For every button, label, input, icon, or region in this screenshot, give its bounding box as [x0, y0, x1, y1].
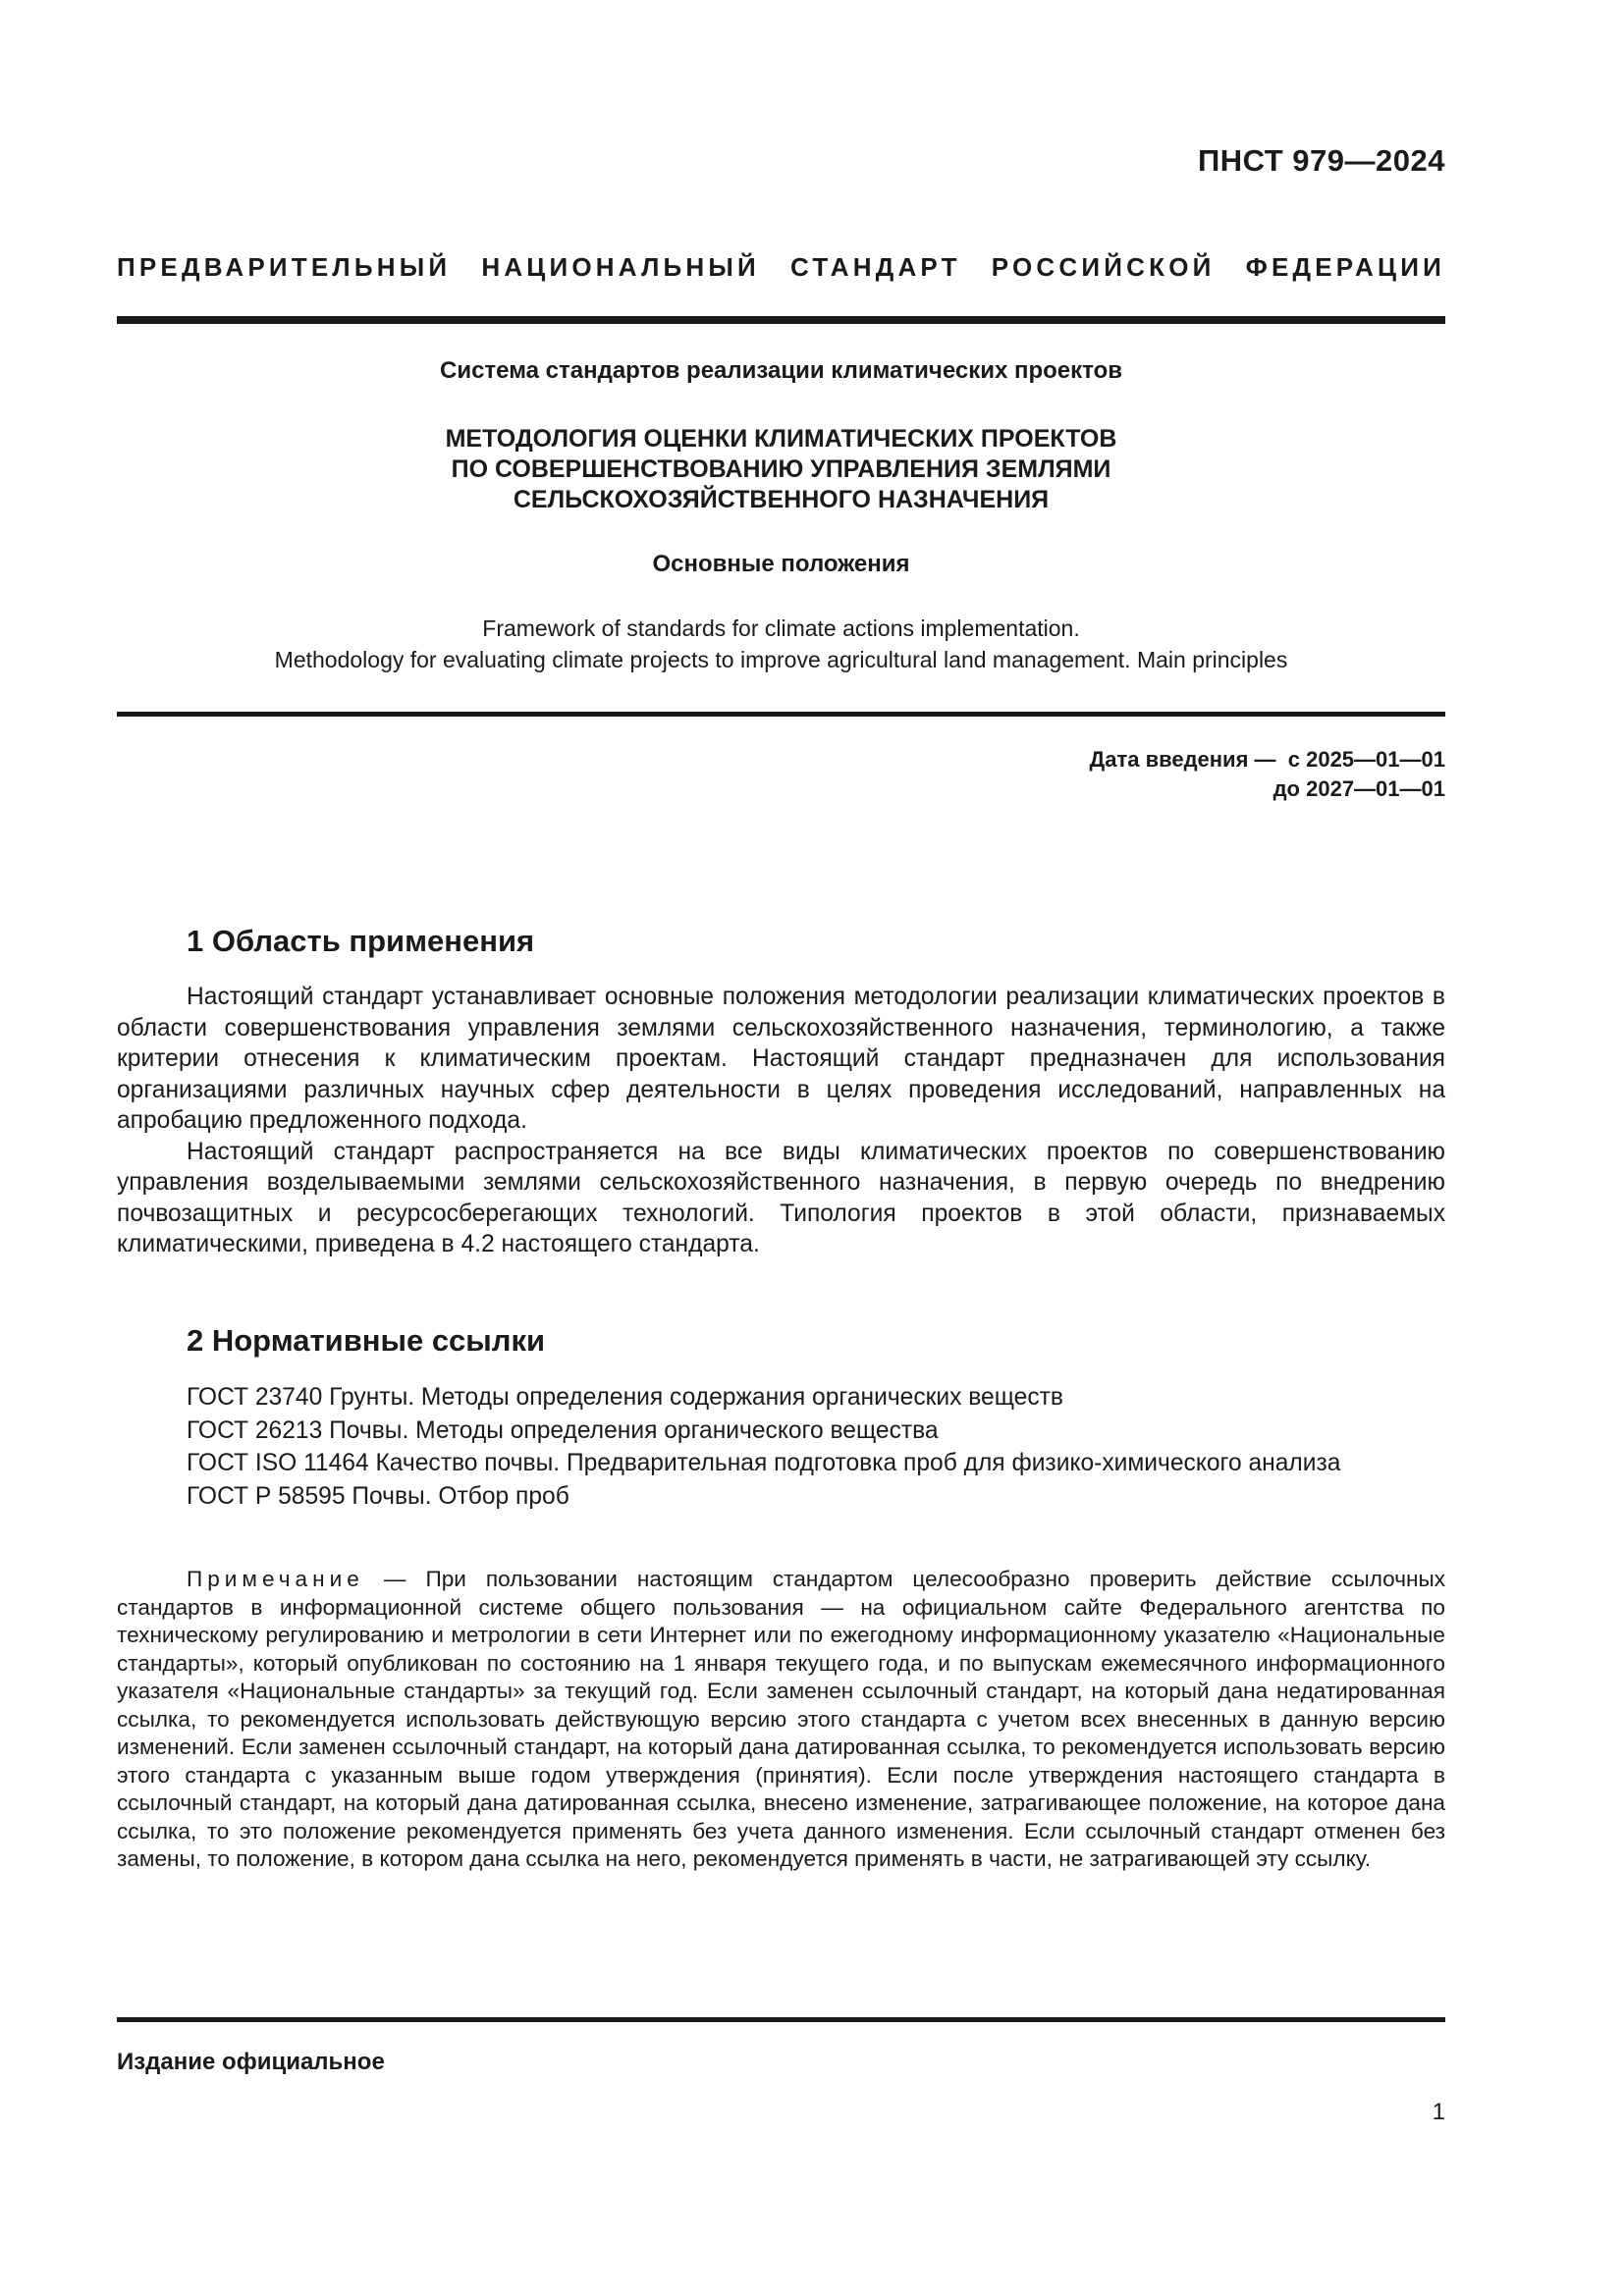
english-title-line: Framework of standards for climate actions implementation. — [482, 615, 1080, 641]
official-edition-label: Издание официальное — [117, 2049, 385, 2075]
main-title-line: МЕТОДОЛОГИЯ ОЦЕНКИ КЛИМАТИЧЕСКИХ ПРОЕКТОВ — [445, 425, 1117, 453]
title-rule — [117, 712, 1445, 717]
introduction-date-from: Дата введения — с 2025—01—01 — [1089, 747, 1445, 772]
main-title-line: СЕЛЬСКОХОЗЯЙСТВЕННОГО НАЗНАЧЕНИЯ — [513, 486, 1050, 513]
paragraph: Настоящий стандарт устанавливает основные положения методологии реализации климатических проектов в области совершенствования управления землями сельскохозяйственного назначения, терминологию, а также критерии отнесения к климатическим проектам. Настоящий стандарт предназначен для использования организациями различных научных сфер деятельности в целях проведения исследований, направленных на апробацию предложенного подхода. — [117, 984, 1445, 1134]
note-label: Примечание — [187, 1567, 364, 1591]
normative-references-list — [117, 1381, 1445, 1513]
main-title — [117, 424, 1445, 515]
reference-item: ГОСТ ISO 11464 Качество почвы. Предварительная подготовка проб для физико-химического анализа — [187, 1450, 1341, 1476]
system-title: Система стандартов реализации климатических проектов — [439, 357, 1123, 384]
standard-designation: ПНСТ 979—2024 — [1197, 143, 1445, 178]
english-title-line: Methodology for evaluating climate projects to improve agricultural land management. Main principles — [274, 647, 1288, 672]
note-text: — При пользовании настоящим стандартом целесообразно проверить действие ссылочных стандартов в информационной системе общего пользования — на официальном сайте Федерального агентства по техническому регулированию и метрологии в сети Интернет или по ежегодному информационному указателю «Национальные стандарты», который опубликован по состоянию на 1 января текущего года, и по выпускам ежемесячного информационного указателя «Национальные стандарты» за текущий год. Если заменен ссылочный стандарт, на который дана недатированная ссылка, то рекомендуется использовать действующую версию этого стандарта с учетом всех внесенных в данную версию изменений. Если заменен ссылочный стандарт, на который дана датированная ссылка, то рекомендуется использовать версию этого стандарта с указанным выше годом утверждения (принятия). Если после утверждения настоящего стандарта в ссылочный стандарт, на который дана датированная ссылка, внесено изменение, затрагивающее положение, на которое дана ссылка, то это положение рекомендуется применять без учета данного изменения. Если ссылочный стандарт отменен без замены, то положение, в котором дана ссылка на него, рекомендуется применять в части, не затрагивающей эту ссылку. — [117, 1567, 1445, 1871]
reference-item: ГОСТ 26213 Почвы. Методы определения органического вещества — [187, 1416, 939, 1444]
introduction-date — [1090, 745, 1445, 804]
paragraph: Настоящий стандарт распространяется на все виды климатических проектов по совершенствованию управления возделываемыми землями сельскохозяйственного назначения, в первую очередь по внедрению почвозащитных и ресурсосберегающих технологий. Типология проектов в этой области, признаваемых климатическими, приведена в 4.2 настоящего стандарта. — [117, 1138, 1445, 1257]
note-block — [117, 1566, 1445, 1874]
section-2-heading: 2 Нормативные ссылки — [187, 1323, 546, 1358]
main-title-line: ПО СОВЕРШЕНСТВОВАНИЮ УПРАВЛЕНИЯ ЗЕМЛЯМИ — [451, 455, 1111, 483]
section-1-body — [117, 982, 1445, 1260]
english-title — [117, 613, 1445, 675]
introduction-date-to: до 2027—01—01 — [1272, 776, 1445, 801]
reference-item: ГОСТ 23740 Грунты. Методы определения содержания органических веществ — [187, 1384, 1063, 1411]
footer-rule — [117, 2017, 1445, 2022]
subtitle: Основные положения — [652, 551, 910, 577]
reference-item: ГОСТ Р 58595 Почвы. Отбор проб — [187, 1482, 569, 1510]
page-number: 1 — [1432, 2099, 1445, 2125]
section-1-heading: 1 Область применения — [187, 924, 535, 958]
standard-type-heading: ПРЕДВАРИТЕЛЬНЫЙ НАЦИОНАЛЬНЫЙ СТАНДАРТ РОССИЙСКОЙ ФЕДЕРАЦИИ — [117, 252, 1445, 282]
top-rule — [117, 316, 1445, 324]
